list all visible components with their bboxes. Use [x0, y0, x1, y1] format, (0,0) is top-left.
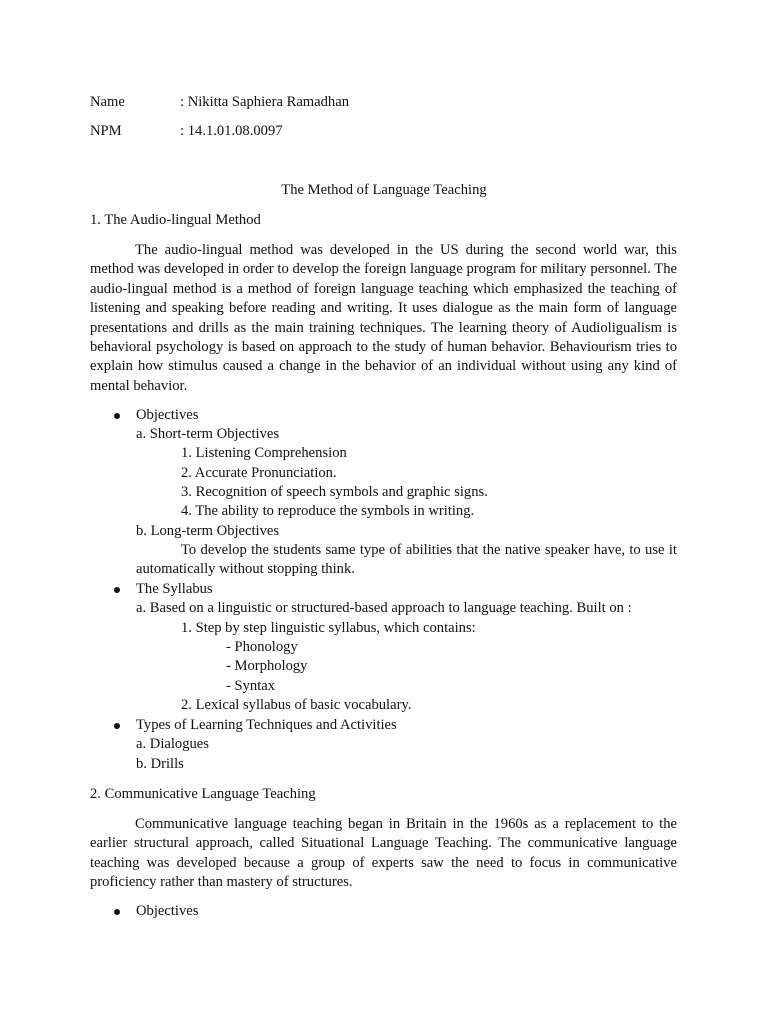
techniques-label: Types of Learning Techniques and Activities	[136, 717, 397, 733]
list-item: 3. Recognition of speech symbols and graphic signs.	[181, 484, 488, 500]
long-term-text: To develop the students same type of abilities that the native speaker have, to use it automatically without stopping think.	[136, 542, 677, 578]
section1-heading: 1. The Audio-lingual Method	[90, 212, 261, 228]
bullet-icon	[114, 587, 120, 593]
short-term-label: a. Short-term Objectives	[136, 426, 280, 442]
npm-label: NPM	[90, 123, 122, 139]
syllabus-label: The Syllabus	[136, 581, 213, 597]
section2-paragraph: Communicative language teaching began in Britain in the 1960s as a replacement to the earlier structural approach, called Situational Language Teaching. The communicative language teaching was developed because a group of experts saw the need to focus in communicative proficiency rather than mastery of structures.	[90, 816, 677, 891]
list-item: - Phonology	[226, 639, 298, 655]
section2-objectives-label: Objectives	[136, 903, 199, 919]
syllabus-item-2: 2. Lexical syllabus of basic vocabulary.	[181, 697, 412, 713]
npm-value: : 14.1.01.08.0097	[180, 123, 283, 139]
name-value: : Nikitta Saphiera Ramadhan	[180, 94, 349, 110]
bullet-icon	[114, 413, 120, 419]
name-label: Name	[90, 94, 125, 110]
list-item: 4. The ability to reproduce the symbols in writing.	[181, 503, 475, 519]
bullet-icon	[114, 909, 120, 915]
section1-paragraph: The audio-lingual method was developed in the US during the second world war, this method was developed in order to develop the foreign language program for military personnel. The audio-lingual method is a method of foreign language teaching which emphasized the teaching of listening and speaking before reading and writing. It uses dialogue as the main form of language presentations and drills as the main training techniques. The learning theory of Audioligualism is behavioral psychology is based on approach to the study of human behavior. Behaviourism tries to explain how stimulus caused a change in the behavior of an individual without using any kind of mental behavior.	[90, 242, 677, 394]
syllabus-item-1: 1. Step by step linguistic syllabus, which contains:	[181, 620, 476, 636]
syllabus-a: a. Based on a linguistic or structured-based approach to language teaching. Built on :	[136, 600, 632, 616]
list-item: - Morphology	[226, 658, 308, 674]
document-title: The Method of Language Teaching	[281, 182, 487, 198]
list-item: a. Dialogues	[136, 736, 209, 752]
list-item: 2. Accurate Pronunciation.	[181, 465, 337, 481]
list-item: 1. Listening Comprehension	[181, 445, 347, 461]
list-item: - Syntax	[226, 678, 276, 694]
bullet-icon	[114, 723, 120, 729]
objectives-label: Objectives	[136, 407, 199, 423]
list-item: b. Drills	[136, 756, 184, 772]
long-term-label: b. Long-term Objectives	[136, 523, 280, 539]
section2-heading: 2. Communicative Language Teaching	[90, 786, 316, 802]
